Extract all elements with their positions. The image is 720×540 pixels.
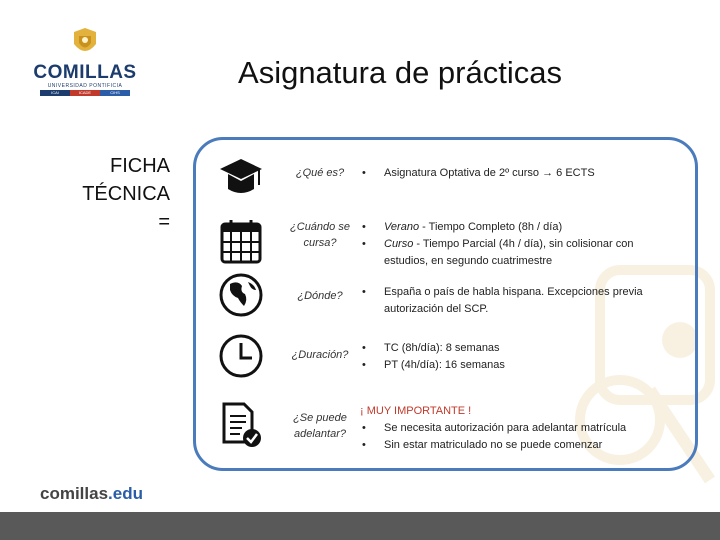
item-text: - Tiempo Completo (8h / día) bbox=[419, 221, 563, 233]
item-text: - Tiempo Parcial (4h / día), sin colisionar con estudios, en segundo cuatrimestre bbox=[384, 238, 634, 267]
row-donde bbox=[200, 272, 690, 320]
calendar-icon bbox=[218, 218, 264, 264]
comillas-logo bbox=[30, 28, 140, 100]
ficha-line-3: = bbox=[158, 211, 170, 233]
footer-brand-tld: .edu bbox=[108, 484, 143, 503]
crest-icon bbox=[68, 28, 102, 58]
question-duracion: ¿Duración? bbox=[291, 349, 349, 361]
footer-brand-name: comillas bbox=[40, 484, 109, 503]
clock-icon bbox=[218, 333, 264, 379]
question-donde: ¿Dónde? bbox=[297, 290, 343, 302]
row-duracion bbox=[200, 333, 690, 381]
logo-subtitle: UNIVERSIDAD PONTIFICIA bbox=[47, 83, 123, 89]
answer-cuando bbox=[360, 219, 680, 270]
item-emphasis: Verano bbox=[384, 221, 420, 233]
answer-adelantar bbox=[360, 403, 680, 454]
row-que-es bbox=[200, 153, 690, 199]
graduation-cap-icon bbox=[218, 153, 264, 199]
item-emphasis: Curso bbox=[384, 238, 414, 250]
slide-title: Asignatura de prácticas bbox=[238, 55, 562, 90]
important-header: ¡ MUY IMPORTANTE ! bbox=[360, 405, 472, 417]
footer-bar bbox=[0, 512, 720, 540]
answer-que-es bbox=[360, 165, 680, 182]
list-item: • España o país de habla hispana. Excepciones previa autorización del SCP. bbox=[360, 284, 680, 318]
question-que-es: ¿Qué es? bbox=[295, 167, 345, 179]
row-adelantar bbox=[200, 400, 690, 455]
list-item bbox=[360, 236, 680, 270]
globe-icon bbox=[218, 272, 264, 318]
list-item bbox=[360, 219, 680, 236]
ficha-line-1: FICHA bbox=[110, 155, 170, 177]
answer-duracion bbox=[360, 340, 680, 374]
logo-bar-cihs: CIHS bbox=[100, 90, 130, 96]
logo-bar bbox=[40, 90, 130, 96]
footer-brand bbox=[40, 484, 143, 504]
document-check-icon bbox=[218, 402, 264, 448]
list-item: • Se necesita autorización para adelantar matrícula bbox=[360, 420, 680, 437]
logo-bar-icai: ICAI bbox=[40, 90, 70, 96]
logo-bar-icade: ICADE bbox=[70, 90, 100, 96]
ficha-tecnica-label bbox=[60, 152, 170, 236]
list-item: • PT (4h/día): 16 semanas bbox=[360, 357, 680, 374]
list-item: • Sin estar matriculado no se puede comenzar bbox=[360, 437, 680, 454]
row-cuando bbox=[200, 215, 690, 270]
answer-donde bbox=[360, 284, 680, 318]
ficha-line-2: TÉCNICA bbox=[82, 183, 170, 205]
list-item: • Asignatura Optativa de 2º curso → 6 ECTS bbox=[360, 165, 680, 182]
logo-name: COMILLAS bbox=[33, 62, 137, 83]
question-cuando: ¿Cuándo se cursa? bbox=[290, 221, 350, 249]
list-item: • TC (8h/día): 8 semanas bbox=[360, 340, 680, 357]
question-adelantar: ¿Se puede adelantar? bbox=[293, 412, 347, 440]
